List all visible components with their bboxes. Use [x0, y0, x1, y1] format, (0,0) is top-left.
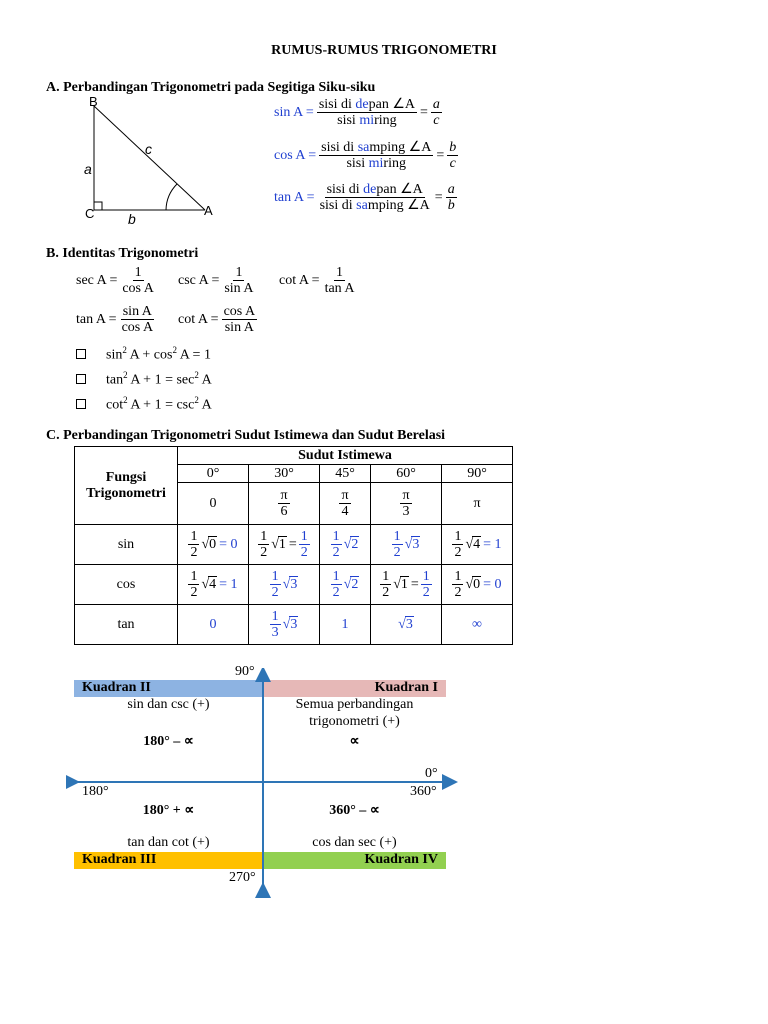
- cos-eq: =: [436, 147, 445, 163]
- cos-0: $\frac{1}{2}$ √ 4 = 1: [178, 565, 249, 605]
- sec-den: cos A: [122, 281, 154, 296]
- half-d: 2: [454, 585, 462, 600]
- sec-lhs: sec A =: [76, 272, 118, 288]
- sin0-rad: 0: [209, 537, 217, 552]
- tan-den-post: mping ∠A: [367, 198, 430, 213]
- q1-sign-note-2: trigonometri (+): [309, 714, 400, 729]
- sin30-rad: 1: [278, 537, 286, 552]
- half-d: 2: [260, 545, 268, 560]
- table-row-sin: [75, 525, 513, 565]
- half-n: 1: [454, 569, 462, 584]
- pythagorean-identity-1: [76, 345, 214, 364]
- csc-den: sin A: [224, 281, 254, 296]
- half-d: 2: [393, 545, 401, 560]
- tan-30: $\frac{1}{3}$ √ 3: [249, 605, 320, 645]
- checkbox-icon: [76, 399, 86, 409]
- cot2-fraction: [222, 304, 258, 335]
- sin-letter-fraction: [431, 97, 442, 128]
- tanq-den: cos A: [121, 320, 154, 335]
- id3-c: A: [201, 397, 212, 413]
- sin-eq: =: [419, 104, 428, 120]
- sudut-istimewa-header: Sudut Istimewa: [178, 447, 513, 465]
- row-label-cos: cos: [75, 565, 178, 605]
- sin-num-pre: sisi di: [318, 97, 356, 112]
- angle-360-label: 360°: [410, 784, 437, 799]
- kuadran-iv-label: Kuadran IV: [364, 852, 438, 867]
- half-d: 2: [271, 585, 279, 600]
- tan-90: ∞: [442, 605, 513, 645]
- half-d: 2: [454, 545, 462, 560]
- half-d: 2: [190, 585, 198, 600]
- tan-ratio-formula: [274, 182, 460, 213]
- row-label-sin: sin: [75, 525, 178, 565]
- sin-45: $\frac{1}{2}$ √ 2: [320, 525, 371, 565]
- q1-sign-note-1: Semua perbandingan: [295, 697, 414, 712]
- q2-formula: 180° – ∝: [143, 734, 194, 749]
- tan-num-pre: sisi di: [326, 182, 364, 197]
- side-c: [94, 106, 205, 210]
- cos60-res-n: 1: [422, 569, 430, 584]
- id3-a: cot: [106, 397, 124, 413]
- cos-fraction: [319, 140, 433, 171]
- fungsi-label-1: Fungsi: [105, 469, 147, 485]
- deg-60: 60°: [371, 465, 442, 483]
- sin30-res-d: 2: [300, 545, 308, 560]
- kuadran-ii-label: Kuadran II: [82, 680, 151, 695]
- half-n: 1: [454, 529, 462, 544]
- q3-sign-note: tan dan cot (+): [127, 835, 210, 850]
- tan-60: √ 3: [371, 605, 442, 645]
- cot2-num: cos A: [223, 304, 256, 319]
- deg-0: 0°: [178, 465, 249, 483]
- tan-lhs: tan A =: [274, 189, 315, 205]
- cos-den-post: ring: [383, 156, 406, 171]
- sin-num-hl: de: [355, 97, 369, 112]
- id1-a: sin: [106, 347, 123, 363]
- tan30-rad: 3: [290, 617, 298, 632]
- cot-recip-identity: [279, 265, 360, 296]
- sin-ratio-formula: [274, 97, 445, 128]
- table-row-tan: [75, 605, 513, 645]
- cos-den-hl: mi: [368, 156, 384, 171]
- cos-letter-fraction: [447, 140, 458, 171]
- half-n: 1: [271, 569, 279, 584]
- angle-90-label: 90°: [235, 664, 255, 679]
- id1-c: A = 1: [179, 347, 211, 363]
- cos-r-num: b: [449, 140, 457, 155]
- id2-a: tan: [106, 372, 124, 388]
- tan-r-den: b: [447, 198, 455, 213]
- rad30-den: 6: [280, 504, 288, 519]
- sin-den-hl: mi: [359, 113, 375, 128]
- sin-fraction: [317, 97, 417, 128]
- tanq-num: sin A: [122, 304, 152, 319]
- csc-fraction: [222, 265, 255, 296]
- rad-90: π: [442, 483, 513, 525]
- id2-sup2: 2: [194, 370, 199, 380]
- deg-30: 30°: [249, 465, 320, 483]
- csc-identity: [178, 265, 259, 296]
- half-d: 2: [382, 585, 390, 600]
- cos30-rad: 3: [290, 577, 298, 592]
- id1-sup2: 2: [172, 345, 177, 355]
- angle-180-label: 180°: [82, 784, 109, 799]
- sin-90: $\frac{1}{2}$ √ 4 = 1: [442, 525, 513, 565]
- cot1-fraction: [323, 265, 357, 296]
- rad45-den: 4: [341, 504, 349, 519]
- angle-a-arc: [166, 184, 177, 210]
- checkbox-icon: [76, 374, 86, 384]
- rad-60: [371, 483, 442, 525]
- fungsi-header: [75, 447, 178, 525]
- sec-num: 1: [134, 265, 142, 280]
- half-n: 1: [260, 529, 268, 544]
- angle-270-label: 270°: [229, 870, 256, 885]
- id1-b: A + cos: [129, 347, 173, 363]
- special-angles-table: [74, 446, 513, 645]
- half-n: 1: [332, 569, 340, 584]
- rad-45: [320, 483, 371, 525]
- pythagorean-identity-3: [76, 395, 215, 414]
- cot1-lhs: cot A =: [279, 272, 320, 288]
- sin-r-den: c: [433, 113, 440, 128]
- cos-num-pre: sisi di: [321, 140, 358, 155]
- csc-lhs: csc A =: [178, 272, 220, 288]
- sin-0: $\frac{1}{2}$ √ 0 = 0: [178, 525, 249, 565]
- half-n: 1: [332, 529, 340, 544]
- angle-0-label: 0°: [425, 766, 438, 781]
- kuadran-iii-label: Kuadran III: [82, 852, 157, 867]
- page-title: RUMUS-RUMUS TRIGONOMETRI: [271, 43, 497, 58]
- sin60-rad: 3: [412, 537, 420, 552]
- cos-num-mid: mping ∠A: [369, 140, 432, 155]
- fungsi-label-2: Trigonometri: [86, 485, 166, 501]
- rad45-num: π: [341, 488, 349, 503]
- cos0-rad: 4: [209, 577, 217, 592]
- rad-0: 0: [178, 483, 249, 525]
- tan-r-num: a: [447, 182, 455, 197]
- sec-fraction: [120, 265, 156, 296]
- sin-lhs: sin A =: [274, 104, 314, 120]
- csc-num: 1: [235, 265, 243, 280]
- q4-sign-note: cos dan sec (+): [312, 835, 397, 850]
- half-n: 1: [190, 569, 198, 584]
- tan-0: 0: [178, 605, 249, 645]
- sin45-rad: 2: [351, 537, 359, 552]
- rad60-num: π: [402, 488, 410, 503]
- cos-45: $\frac{1}{2}$ √ 2: [320, 565, 371, 605]
- vertex-a-label: A: [204, 203, 213, 218]
- id3-sup1: 2: [123, 395, 128, 405]
- table-row-cos: [75, 565, 513, 605]
- cos60-rad: 1: [400, 577, 408, 592]
- sin-30: $\frac{1}{2}$ √ 1 = $\frac{1}{2}$: [249, 525, 320, 565]
- section-c-heading: C. Perbandingan Trigonometri Sudut Istimewa dan Sudut Berelasi: [46, 428, 446, 443]
- sin30-res-n: 1: [300, 529, 308, 544]
- tan60-rad: 3: [405, 617, 413, 632]
- id2-b: A + 1 = sec: [130, 372, 195, 388]
- cos45-rad: 2: [351, 577, 359, 592]
- rad30-num: π: [280, 488, 288, 503]
- half-d: 2: [332, 585, 340, 600]
- side-a-label: a: [84, 161, 92, 177]
- cos0-res: = 1: [219, 576, 238, 592]
- row-label-tan: tan: [75, 605, 178, 645]
- cos-den-pre: sisi: [346, 156, 369, 171]
- q1-formula: ∝: [349, 734, 360, 749]
- rad-30: [249, 483, 320, 525]
- sin30-eq: =: [288, 536, 297, 552]
- cos-ratio-formula: [274, 140, 461, 171]
- sin90-res: = 1: [483, 536, 502, 552]
- tan-quot-identity: [76, 304, 158, 335]
- cot2-lhs: cot A =: [178, 311, 219, 327]
- pythagorean-identity-2: [76, 370, 215, 389]
- tanq-lhs: tan A =: [76, 311, 117, 327]
- half-n: 1: [382, 569, 390, 584]
- cos60-eq: =: [410, 576, 419, 592]
- tan-den-pre: sisi di: [319, 198, 357, 213]
- id2-sup1: 2: [123, 370, 128, 380]
- sin-den-post: ring: [374, 113, 397, 128]
- cot1-den: tan A: [324, 281, 355, 296]
- cos90-res: = 0: [483, 576, 502, 592]
- id3-b: A + 1 = csc: [130, 397, 195, 413]
- tan-fraction: [318, 182, 432, 213]
- third-n: 1: [271, 609, 279, 624]
- vertex-b-label: B: [89, 94, 98, 109]
- q2-sign-note: sin dan csc (+): [127, 697, 210, 712]
- cot1-num: 1: [336, 265, 344, 280]
- cot-quot-identity: [178, 304, 260, 335]
- vertex-c-label: C: [85, 206, 95, 221]
- id3-sup2: 2: [194, 395, 199, 405]
- sin-num-mid: pan ∠A: [368, 97, 415, 112]
- cos-num-hl: sa: [357, 140, 370, 155]
- sin-60: $\frac{1}{2}$ √ 3: [371, 525, 442, 565]
- checkbox-icon: [76, 349, 86, 359]
- third-d: 3: [271, 625, 279, 640]
- sin0-res: = 0: [219, 536, 238, 552]
- sin90-rad: 4: [473, 537, 481, 552]
- right-angle-mark: [94, 202, 102, 210]
- cos-30: $\frac{1}{2}$ √ 3: [249, 565, 320, 605]
- cos60-res-d: 2: [422, 585, 430, 600]
- section-b-heading: B. Identitas Trigonometri: [46, 246, 199, 261]
- half-n: 1: [190, 529, 198, 544]
- cos-r-den: c: [449, 156, 456, 171]
- tan-num-mid: pan ∠A: [376, 182, 423, 197]
- tan-45: 1: [320, 605, 371, 645]
- deg-90: 90°: [442, 465, 513, 483]
- kuadran-i-label: Kuadran I: [374, 680, 438, 695]
- cos-60: $\frac{1}{2}$ √ 1 = $\frac{1}{2}$: [371, 565, 442, 605]
- deg-45: 45°: [320, 465, 371, 483]
- sec-identity: [76, 265, 159, 296]
- tan-eq: =: [434, 189, 443, 205]
- half-d: 2: [332, 545, 340, 560]
- q4-formula: 360° – ∝: [329, 803, 380, 818]
- cos90-rad: 0: [473, 577, 481, 592]
- tanq-fraction: [120, 304, 156, 335]
- section-a-heading: A. Perbandingan Trigonometri pada Segitiga Siku-siku: [46, 80, 376, 95]
- side-c-label: c: [145, 141, 152, 157]
- half-d: 2: [190, 545, 198, 560]
- half-n: 1: [393, 529, 401, 544]
- cot2-den: sin A: [224, 320, 254, 335]
- side-b-label: b: [128, 211, 136, 227]
- tan-den-hl: sa: [356, 198, 368, 213]
- id1-sup1: 2: [122, 345, 127, 355]
- tan-num-hl: de: [363, 182, 377, 197]
- sin-r-num: a: [432, 97, 440, 112]
- q3-formula: 180° + ∝: [142, 803, 195, 818]
- cos-lhs: cos A =: [274, 147, 317, 163]
- cos-90: $\frac{1}{2}$ √ 0 = 0: [442, 565, 513, 605]
- sin-den-pre: sisi: [337, 113, 360, 128]
- tan-letter-fraction: [446, 182, 457, 213]
- id2-c: A: [201, 372, 212, 388]
- rad60-den: 3: [402, 504, 410, 519]
